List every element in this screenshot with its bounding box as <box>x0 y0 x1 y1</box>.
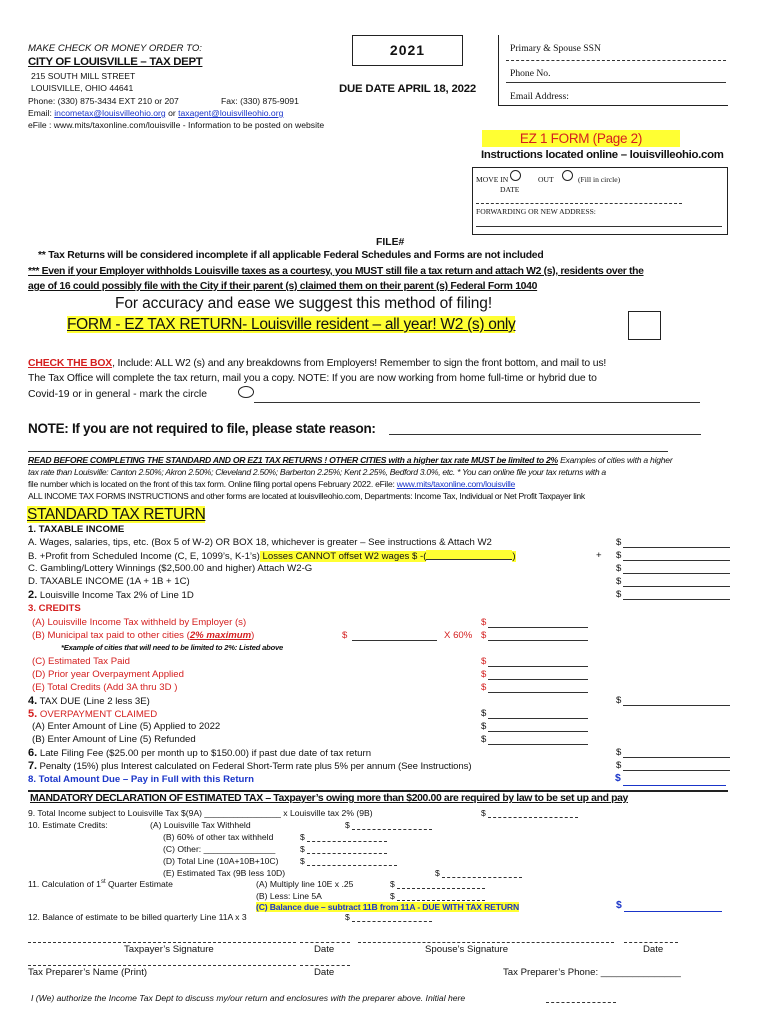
move-date-label: DATE <box>500 185 520 194</box>
line-11-superscript: st <box>100 879 106 886</box>
line-9-label: 9. Total Income subject to Louisville Tax $(9A) ________________ x Louisville tax 2% (9B) <box>28 808 373 818</box>
line-11c-label <box>256 902 519 912</box>
payee-name: CITY OF LOUISVILLE – TAX DEPT <box>28 56 203 68</box>
line-7-text: Penalty (15%) plus Interest calculated on Federal Short-Term rate plus 5% per annum (See Instructions) <box>36 761 472 772</box>
amount-10b-field[interactable] <box>307 841 387 842</box>
line-1b-loss-note: Losses CANNOT offset W2 wages $ -( <box>259 551 427 562</box>
line-11b-label: (B) Less: Line 5A <box>256 891 322 901</box>
email-link-1[interactable]: incometax@louisvilleohio.org <box>54 108 166 118</box>
move-out-circle[interactable] <box>562 170 573 181</box>
email-label: Email: <box>28 108 55 118</box>
amount-6-dollar: $ <box>616 747 622 758</box>
line-10a-label: (A) Louisville Tax Withheld <box>150 820 251 830</box>
check-box-text-1: , Include: ALL W2 (s) and any breakdowns from Employers! Remember to sign the front bottom, and mail to us! <box>112 358 607 369</box>
amount-3d-field[interactable] <box>488 679 588 680</box>
line-3e-label: (E) Total Credits (Add 3A thru 3D ) <box>32 682 178 693</box>
line-3b-dollar: $ <box>342 630 348 641</box>
standard-return-title: STANDARD TAX RETURN <box>27 506 206 523</box>
taxpayer-date-label: Date <box>314 944 335 955</box>
line-11-text-rest: Quarter Estimate <box>105 879 173 889</box>
ez-return-heading <box>67 316 515 334</box>
amount-7-field[interactable] <box>623 770 730 771</box>
check-the-box-label: CHECK THE BOX <box>28 358 113 369</box>
line-7-number: 7. <box>28 760 37 772</box>
line-1a-label: A. Wages, salaries, tips, etc. (Box 5 of W-2) OR BOX 18, whichever is greater – See instructions & Attach W2 <box>28 537 492 548</box>
line-3d-label: (D) Prior year Overpayment Applied <box>32 669 184 680</box>
ez-return-subtitle: - Louisville resident – all year! W2 (s) only <box>242 316 516 333</box>
line-1b-loss-field[interactable] <box>426 550 512 560</box>
amount-10c-dollar: $ <box>300 844 305 854</box>
line-3b-other-tax-field[interactable] <box>352 640 437 641</box>
amount-1d-field[interactable] <box>623 586 730 587</box>
section-credits: 3. CREDITS <box>28 603 81 614</box>
line-6-text: Late Filing Fee ($25.00 per month up to $150.00) if past due date of tax return <box>37 748 372 759</box>
email-address-label: Email Address: <box>510 91 569 102</box>
efile-info: eFile : www.mits/taxonline.com/louisville - Information to be posted on website <box>28 120 325 130</box>
file-number-label: FILE# <box>376 237 405 248</box>
spouse-date-field[interactable] <box>624 942 678 943</box>
payee-city: LOUISVILLE, OHIO 44641 <box>31 83 134 93</box>
amount-1c-field[interactable] <box>623 573 730 574</box>
line-6-number: 6. <box>28 747 38 759</box>
remote-work-line <box>254 402 700 403</box>
read-before-line1 <box>28 455 672 465</box>
payee-email-line <box>28 108 283 118</box>
preparer-phone-label: Tax Preparer’s Phone: _______________ <box>503 967 681 978</box>
line-4-text: TAX DUE (Line 2 less 3E) <box>37 696 150 707</box>
email-link-2[interactable]: taxagent@louisvilleohio.org <box>178 108 284 118</box>
line-5-label <box>28 708 157 720</box>
read-before-line4: ALL INCOME TAX FORMS INSTRUCTIONS and other forms are located at louisvilleohio.com, Departments: Income Tax, Individual or Net Profit Taxpayer link <box>28 491 585 501</box>
move-out-label: OUT <box>538 175 554 184</box>
move-in-text: MOVE IN <box>476 175 509 184</box>
amount-3a-field[interactable] <box>488 627 588 628</box>
line-10e-label: (E) Estimated Tax (9B less 10D) <box>163 868 286 878</box>
amount-1b-dollar: $ <box>616 550 622 561</box>
line-5-text: OVERPAYMENT CLAIMED <box>37 709 158 720</box>
remote-work-circle[interactable] <box>238 386 254 398</box>
taxpayer-signature-field[interactable] <box>28 942 296 943</box>
tax-year: 2021 <box>389 42 426 58</box>
line-3a-label: (A) Louisville Income Tax withheld by Employer (s) <box>32 617 247 628</box>
line-5b-label: (B) Enter Amount of Line (5) Refunded <box>32 734 196 745</box>
amount-6-field[interactable] <box>623 757 730 758</box>
suggest-method: For accuracy and ease we suggest this method of filing! <box>115 295 493 312</box>
employer-notice-line2: age of 16 could possibly file with the City if their parent (s) claimed them on their parent (s) Federal Form 1040 <box>28 281 538 292</box>
line-10c-label: (C) Other: _______________ <box>163 844 276 854</box>
amount-10e-dollar: $ <box>435 868 440 878</box>
amount-1a-field[interactable] <box>623 547 730 548</box>
form-title: EZ 1 FORM (Page 2) <box>482 130 680 147</box>
amount-5a-field[interactable] <box>488 731 588 732</box>
amount-3e-dollar: $ <box>481 682 487 693</box>
not-required-reason-field-2[interactable] <box>28 451 668 452</box>
read-before-line2: tax rate than Louisville: Canton 2.50%; Akron 2.50%; Cleveland 2.50%; Barberton 2.25%; Kent 2.25%, Bedford 3.0%, etc. * You can online file your tax returns with a <box>28 467 606 477</box>
line-1b-label <box>28 550 516 562</box>
fill-in-circle-note: (Fill in circle) <box>578 175 621 184</box>
amount-8-field[interactable] <box>623 785 726 786</box>
amount-11b-field[interactable] <box>397 900 485 901</box>
payee-street: 215 SOUTH MILL STREET <box>31 71 136 81</box>
employer-notice-line1: *** Even if your Employer withholds Louisville taxes as a courtesy, you MUST still file a tax return and attach W2 (s), residents over the <box>28 266 644 277</box>
line-10-label: 10. Estimate Credits: <box>28 820 108 830</box>
amount-3b-field[interactable] <box>488 640 588 641</box>
amount-4-field[interactable] <box>623 705 730 706</box>
check-box-line1 <box>28 358 606 369</box>
line-10d-label: (D) Total Line (10A+10B+10C) <box>163 856 279 866</box>
line-1b-plus: + <box>596 550 602 561</box>
amount-9b-dollar: $ <box>481 808 486 818</box>
line-2-label <box>28 589 194 601</box>
taxpayer-signature-label: Taxpayer’s Signature <box>124 944 214 955</box>
amount-3c-dollar: $ <box>481 656 487 667</box>
preparer-name-field[interactable] <box>28 965 296 966</box>
amount-3c-field[interactable] <box>488 666 588 667</box>
payee-phone: Phone: (330) 875-3434 EXT 210 or 207 <box>28 96 179 106</box>
amount-5a-dollar: $ <box>481 721 487 732</box>
amount-2-field[interactable] <box>623 599 730 600</box>
preparer-date-field[interactable] <box>300 965 350 966</box>
line-3b-x60: X 60% <box>444 630 473 641</box>
spouse-date-label: Date <box>643 944 664 955</box>
amount-8-dollar: $ <box>615 773 621 784</box>
line-5a-label: (A) Enter Amount of Line (5) Applied to 2022 <box>32 721 221 732</box>
line-4-number: 4. <box>28 695 38 707</box>
preparer-name-label: Tax Preparer’s Name (Print) <box>28 967 148 978</box>
amount-5-field[interactable] <box>488 718 588 719</box>
make-check-label: MAKE CHECK OR MONEY ORDER TO: <box>28 43 202 54</box>
due-date: DUE DATE APRIL 18, 2022 <box>339 83 476 95</box>
amount-7-dollar: $ <box>616 760 622 771</box>
spouse-signature-field[interactable] <box>358 942 614 943</box>
amount-3a-dollar: $ <box>481 617 487 628</box>
check-box-line2: The Tax Office will complete the tax return, mail you a copy. NOTE: If you are now working from home full-time or hybrid due to <box>28 373 597 384</box>
amount-5b-dollar: $ <box>481 734 487 745</box>
amount-11c-dollar: $ <box>616 900 622 911</box>
ssn-field[interactable] <box>506 60 726 61</box>
forwarding-field[interactable] <box>476 226 722 227</box>
line-1d-label: D. TAXABLE INCOME (1A + 1B + 1C) <box>28 576 190 587</box>
line-3c-label: (C) Estimated Tax Paid <box>32 656 130 667</box>
phone-no-field[interactable] <box>506 82 726 83</box>
read-before-line3 <box>28 479 515 489</box>
line-1b-text: B. +Profit from Scheduled Income (C, E, 1099’s, K-1’s) <box>28 551 260 562</box>
move-in-label <box>476 175 508 184</box>
preparer-date-label: Date <box>314 967 335 978</box>
move-in-circle[interactable] <box>510 170 521 181</box>
amount-10e-field[interactable] <box>442 877 522 878</box>
estimated-divider <box>28 790 728 792</box>
read-before-online: file number which is located on the front of this tax form. Online filing portal opens February 2022. eFile: <box>28 479 397 489</box>
spouse-signature-label: Spouse’s Signature <box>425 944 509 955</box>
amount-10a-field[interactable] <box>352 829 432 830</box>
forwarding-label: FORWARDING OR NEW ADDRESS: <box>476 207 596 216</box>
read-before-bold: READ BEFORE COMPLETING THE STANDARD AND OR EZ1 TAX RETURNS ! OTHER CITIES with a higher tax rate MUST be limited to 2% <box>28 455 558 465</box>
amount-3b-dollar: $ <box>481 630 487 641</box>
line-4-label <box>28 695 150 707</box>
amount-10b-dollar: $ <box>300 832 305 842</box>
efile-link[interactable]: www.mits/taxonline.com/louisville <box>396 479 516 489</box>
check-box-line3: Covid-19 or in general - mark the circle <box>28 389 208 400</box>
amount-3e-field[interactable] <box>488 692 588 693</box>
authorize-initial-field[interactable] <box>546 1002 616 1003</box>
authorize-statement: I (We) authorize the Income Tax Dept to discuss my/our return and enclosures with the preparer above. Initial here <box>31 993 466 1003</box>
line-11-text: 11. Calculation of 1 <box>28 879 101 889</box>
amount-11b-dollar: $ <box>390 891 395 901</box>
example-cities-note: *Example of cities that will need to be limited to 2%: Listed above <box>61 643 284 652</box>
ez-return-checkbox[interactable] <box>628 311 661 340</box>
read-before-examples: Examples of cities with a higher <box>557 455 673 465</box>
amount-2-dollar: $ <box>616 589 622 600</box>
incomplete-notice: ** Tax Returns will be considered incomplete if all applicable Federal Schedules and Forms are not included <box>38 250 544 261</box>
line-3b-max: 2% maximum <box>189 630 252 641</box>
line-1c-label: C. Gambling/Lottery Winnings ($2,500.00 and higher) Attach W2-G <box>28 563 313 574</box>
line-8-label: 8. Total Amount Due – Pay in Full with this Return <box>28 774 254 785</box>
line-5-number: 5. <box>28 708 38 720</box>
line-11-label <box>28 879 173 889</box>
amount-12-field[interactable] <box>352 921 432 922</box>
line-3b-close: ) <box>251 630 255 641</box>
amount-1d-dollar: $ <box>616 576 622 587</box>
amount-9b-field[interactable] <box>488 817 578 818</box>
amount-12-dollar: $ <box>345 912 350 922</box>
line-2-text: Louisville Income Tax 2% of Line 1D <box>37 590 194 601</box>
amount-11a-dollar: $ <box>390 879 395 889</box>
amount-5-dollar: $ <box>481 708 487 719</box>
not-required-label: NOTE: If you are not required to file, please state reason: <box>28 421 376 436</box>
payee-fax: Fax: (330) 875-9091 <box>221 96 299 106</box>
line-10b-label: (B) 60% of other tax withheld <box>163 832 274 842</box>
taxpayer-date-field[interactable] <box>300 942 350 943</box>
not-required-reason-field[interactable] <box>389 434 701 435</box>
amount-1c-dollar: $ <box>616 563 622 574</box>
section-taxable-income: 1. TAXABLE INCOME <box>28 524 125 535</box>
amount-4-dollar: $ <box>616 695 622 706</box>
line-1b-loss-close: ) <box>512 551 516 562</box>
line-3b-label <box>32 630 254 641</box>
instructions-location: Instructions located online – louisvilleohio.com <box>481 149 724 161</box>
move-date-field[interactable] <box>476 203 682 204</box>
amount-11a-field[interactable] <box>397 888 485 889</box>
line-2-number: 2. <box>28 589 38 601</box>
line-11c-text: (C) Balance due – subtract 11B from 11A - DUE WITH TAX RETURN <box>256 902 520 912</box>
phone-no-label: Phone No. <box>510 68 551 79</box>
amount-10d-field[interactable] <box>307 865 397 866</box>
line-3b-text: (B) Municipal tax paid to other cities ( <box>32 630 190 641</box>
amount-10c-field[interactable] <box>307 853 387 854</box>
amount-11c-field[interactable] <box>624 911 722 912</box>
estimated-tax-title: MANDATORY DECLARATION OF ESTIMATED TAX – Taxpayer’s owing more than $200.00 are required by law to be set up and pay <box>30 793 628 804</box>
amount-10a-dollar: $ <box>345 820 350 830</box>
email-or: or <box>165 108 179 118</box>
ssn-label: Primary & Spouse SSN <box>510 43 601 54</box>
amount-1a-dollar: $ <box>616 537 622 548</box>
amount-3d-dollar: $ <box>481 669 487 680</box>
amount-10d-dollar: $ <box>300 856 305 866</box>
ez-return-title: FORM - EZ TAX RETURN <box>67 316 243 333</box>
amount-5b-field[interactable] <box>488 744 588 745</box>
amount-1b-field[interactable] <box>623 560 730 561</box>
line-7-label <box>28 760 471 772</box>
line-11a-label: (A) Multiply line 10E x .25 <box>256 879 354 889</box>
line-12-label: 12. Balance of estimate to be billed quarterly Line 11A x 3 <box>28 912 247 922</box>
line-6-label <box>28 747 371 759</box>
